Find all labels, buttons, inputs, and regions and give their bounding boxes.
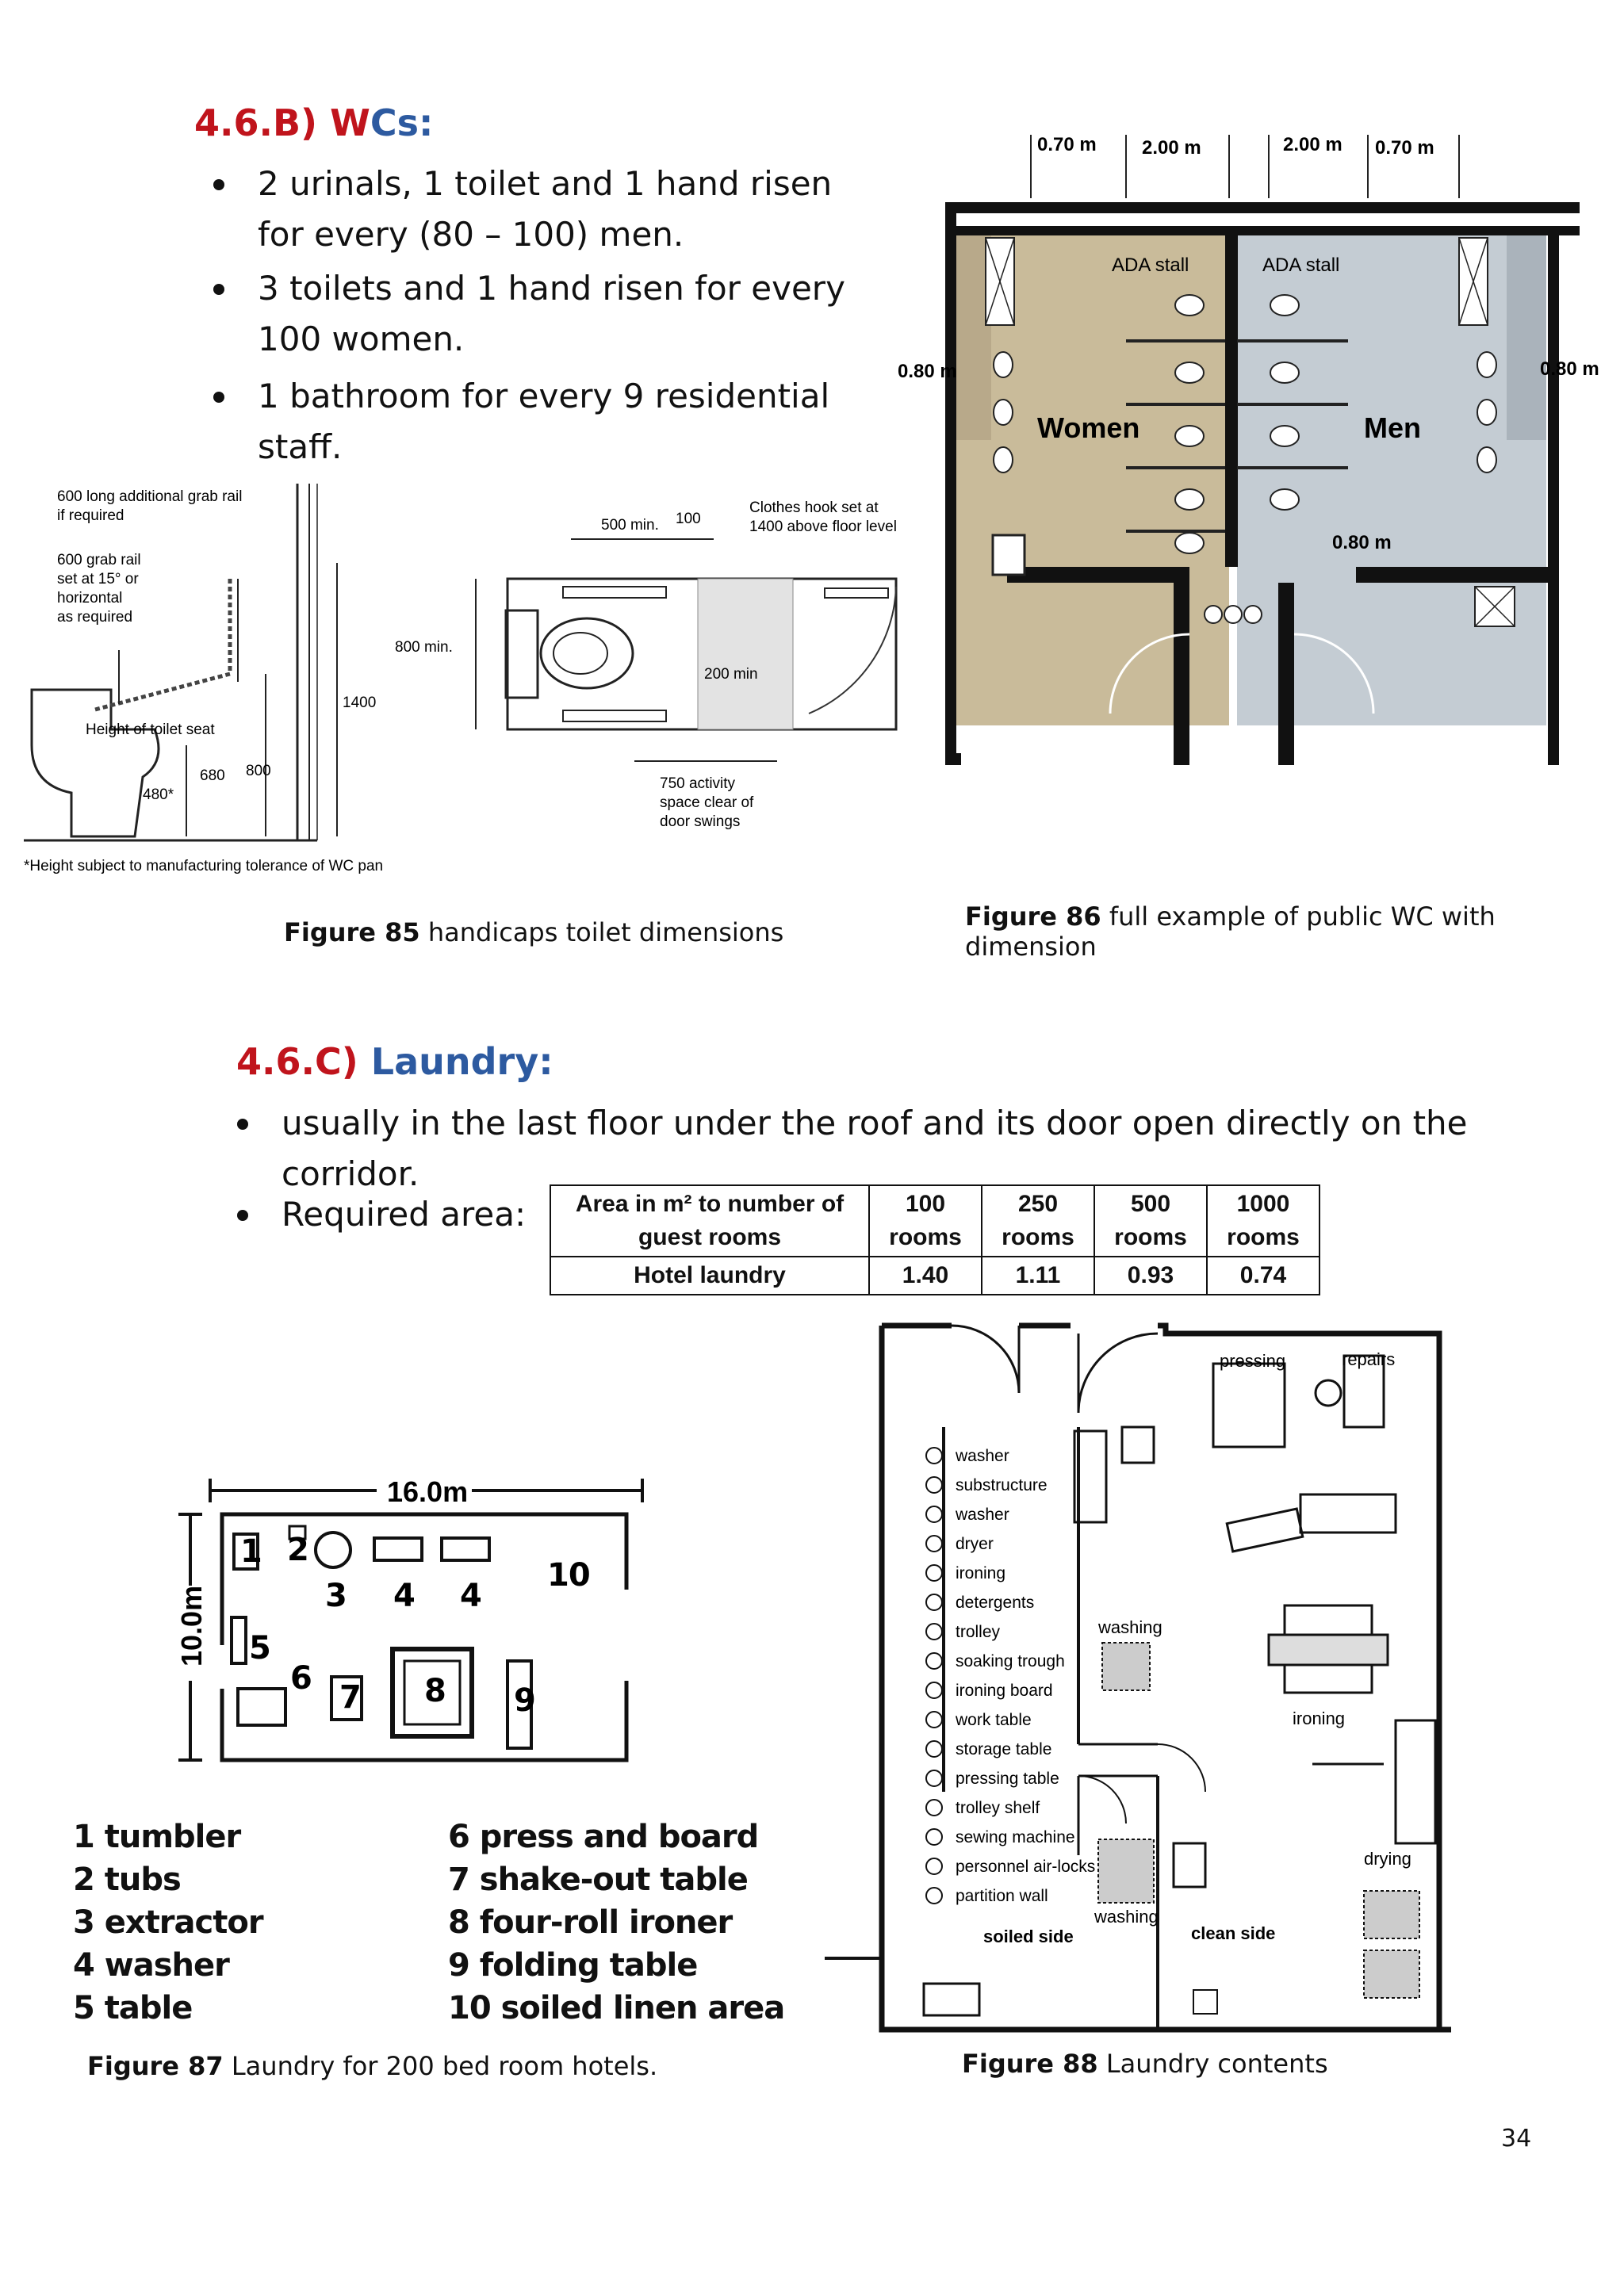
table-cell: 1.11	[982, 1257, 1094, 1295]
list-item: soaking trough	[956, 1652, 1065, 1670]
fig85-label-grab600a: 600 grab rail	[57, 552, 141, 568]
figure-86-caption	[965, 901, 1624, 962]
fig86-label-d200a: 2.00 m	[1142, 137, 1201, 159]
fig85-label-grab600d: as required	[57, 609, 133, 626]
fig86-label-d200b: 2.00 m	[1283, 134, 1342, 155]
page-number: 34	[1501, 2125, 1532, 2152]
fig85-label-ifreq: if required	[57, 507, 124, 524]
fig85-label-h800: 800	[246, 763, 271, 779]
fig87-plan-number: 9	[514, 1682, 535, 1719]
fig85-label-min200: 200 min	[704, 666, 758, 683]
fig87-plan-number: 2	[287, 1532, 308, 1568]
table-cell: 0.74	[1207, 1257, 1320, 1295]
fig88-label-washing2: washing	[1094, 1907, 1159, 1927]
list-item: personnel air-locks	[956, 1858, 1096, 1876]
laundry-heading	[236, 1040, 553, 1083]
fig86-label-d070b: 0.70 m	[1375, 137, 1434, 159]
figure-86-caption-text: full example of public WC with dimension	[965, 901, 1496, 962]
wc-heading	[194, 101, 433, 144]
fig86-label-d070a: 0.70 m	[1037, 134, 1097, 155]
list-item: 4 washer	[73, 1947, 229, 1984]
list-item: ironing board	[956, 1682, 1053, 1700]
fig87-plan-number: 1	[240, 1533, 262, 1570]
figure-87-plan	[167, 1459, 658, 1768]
list-item: 3 extractor	[73, 1904, 263, 1941]
laundry-area-table	[550, 1184, 1320, 1295]
figure-85-caption-text: handicaps toilet dimensions	[419, 917, 784, 947]
figure-88-caption	[962, 2049, 1328, 2079]
list-item: ironing	[956, 1564, 1006, 1582]
fig87-plan-number: 4	[460, 1578, 481, 1614]
wc-bullet-2: 3 toilets and 1 hand risen for every 100 women.	[202, 263, 884, 365]
figure-86-drawing	[872, 127, 1618, 777]
table-header-row	[550, 1185, 1320, 1257]
fig88-label-repairs: repairs	[1342, 1349, 1396, 1369]
list-item: partition wall	[956, 1887, 1048, 1905]
list-item: trolley	[956, 1623, 1001, 1641]
list-item: pressing table	[956, 1770, 1059, 1788]
table-cell: 0.93	[1094, 1257, 1207, 1295]
fig87-legend-left	[73, 1816, 263, 2030]
list-item: washer	[956, 1447, 1009, 1465]
fig85-label-note: *Height subject to manufacturing tolerance of WC pan	[24, 858, 384, 874]
fig86-label-ada2: ADA stall	[1262, 254, 1340, 276]
fig87-plan-number: 5	[249, 1630, 270, 1667]
table-header-cell: 500 rooms	[1094, 1185, 1207, 1257]
list-item: 2 tubs	[73, 1862, 181, 1898]
fig87-plan-number: 4	[393, 1578, 415, 1614]
list-item: 7 shake-out table	[448, 1862, 748, 1898]
laundry-bullet-1: usually in the last floor under the roof and its door open directly on the corridor.	[226, 1098, 1590, 1200]
table-header-cell: Area in m² to number of guest rooms	[550, 1185, 869, 1257]
table-header-cell: 1000 rooms	[1207, 1185, 1320, 1257]
fig86-label-d080l: 0.80 m	[898, 361, 957, 382]
fig85-label-act1: 750 activity	[660, 775, 736, 792]
fig86-label-d080c: 0.80 m	[1332, 532, 1392, 553]
wc-bullet-1: 2 urinals, 1 toilet and 1 hand risen for every (80 – 100) men.	[202, 159, 884, 260]
fig85-label-grab600b: set at 15° or	[57, 571, 139, 587]
list-item: work table	[956, 1711, 1032, 1729]
list-item: washer	[956, 1506, 1009, 1524]
fig85-label-seat: Height of toilet seat	[86, 721, 215, 738]
table-cell: 1.40	[869, 1257, 982, 1295]
figure-86-caption-number: Figure 86	[965, 901, 1101, 932]
laundry-heading-number: 4.6.C)	[236, 1040, 371, 1083]
fig88-label-pressing: pressing	[1220, 1351, 1286, 1371]
figure-87-caption-number: Figure 87	[87, 2051, 224, 2081]
fig87-plan-number: 10	[547, 1557, 590, 1594]
fig85-label-hook2: 1400 above floor level	[749, 519, 897, 535]
table-cell: Hotel laundry	[550, 1257, 869, 1295]
figure-88-plan	[825, 1300, 1459, 2038]
fig88-label-clean: clean side	[1191, 1923, 1276, 1943]
list-item: sewing machine	[956, 1828, 1075, 1846]
fig85-label-h1400: 1400	[343, 695, 377, 711]
laundry-heading-word: Laundry:	[370, 1040, 553, 1083]
figure-87-caption	[87, 2051, 657, 2081]
fig87-plan-number: 3	[325, 1578, 347, 1614]
fig85-label-hook1: Clothes hook set at	[749, 499, 879, 516]
laundry-bullet-2: Required area:	[226, 1189, 622, 1240]
figure-85-caption-number: Figure 85	[284, 917, 420, 947]
fig85-label-grab600c: horizontal	[57, 590, 123, 607]
figure-85-caption	[284, 917, 783, 947]
list-item: dryer	[956, 1535, 994, 1553]
fig88-label-washing1: washing	[1098, 1617, 1162, 1637]
fig85-label-h480: 480*	[143, 786, 174, 803]
figure-85-drawing	[16, 476, 928, 888]
list-item: 1 tumbler	[73, 1819, 241, 1855]
wc-bullet-3: 1 bathroom for every 9 residential staff.	[202, 371, 884, 473]
fig85-label-grab600long: 600 long additional grab rail	[57, 488, 243, 505]
list-item: 10 soiled linen area	[448, 1990, 785, 2026]
fig86-label-men: Men	[1364, 411, 1421, 444]
fig86-label-ada1: ADA stall	[1112, 254, 1189, 276]
fig86-label-women: Women	[1037, 411, 1140, 444]
table-header-cell: 250 rooms	[982, 1185, 1094, 1257]
list-item: storage table	[956, 1740, 1052, 1758]
list-item: trolley shelf	[956, 1799, 1040, 1817]
fig86-label-d080r: 0.80 m	[1540, 358, 1599, 380]
wc-heading-number: 4.6.B) W	[194, 101, 370, 144]
list-item: 9 folding table	[448, 1947, 698, 1984]
list-item: 5 table	[73, 1990, 193, 2026]
fig87-dim-height: 10.0m	[175, 1585, 208, 1667]
wc-heading-word: Cs:	[370, 101, 434, 144]
list-item: 6 press and board	[448, 1819, 759, 1855]
list-item: 8 four-roll ironer	[448, 1904, 733, 1941]
fig87-legend-right	[448, 1816, 784, 2030]
fig88-label-soiled: soiled side	[983, 1927, 1074, 1946]
fig88-label-ironing: ironing	[1293, 1709, 1346, 1728]
table-header-cell: 100 rooms	[869, 1185, 982, 1257]
fig85-label-act2: space clear of	[660, 794, 754, 811]
list-item: detergents	[956, 1594, 1035, 1612]
fig87-plan-number: 7	[339, 1679, 361, 1716]
fig85-label-min500: 500 min.	[601, 517, 659, 534]
fig85-label-d100: 100	[676, 511, 701, 527]
figure-87-caption-text: Laundry for 200 bed room hotels.	[223, 2051, 658, 2081]
table-row	[550, 1257, 1320, 1295]
list-item: substructure	[956, 1476, 1048, 1494]
fig85-label-min800: 800 min.	[395, 639, 453, 656]
figure-88-caption-text: Laundry contents	[1097, 2049, 1328, 2079]
fig87-plan-number: 6	[290, 1660, 312, 1697]
figure-88-caption-number: Figure 88	[962, 2049, 1098, 2079]
fig88-label-drying: drying	[1364, 1849, 1411, 1869]
fig87-plan-number: 8	[424, 1673, 446, 1709]
fig85-label-h680: 680	[200, 767, 225, 784]
wc-bullet-list	[202, 159, 884, 473]
fig87-dim-width: 16.0m	[387, 1475, 469, 1508]
fig85-label-act3: door swings	[660, 813, 741, 830]
